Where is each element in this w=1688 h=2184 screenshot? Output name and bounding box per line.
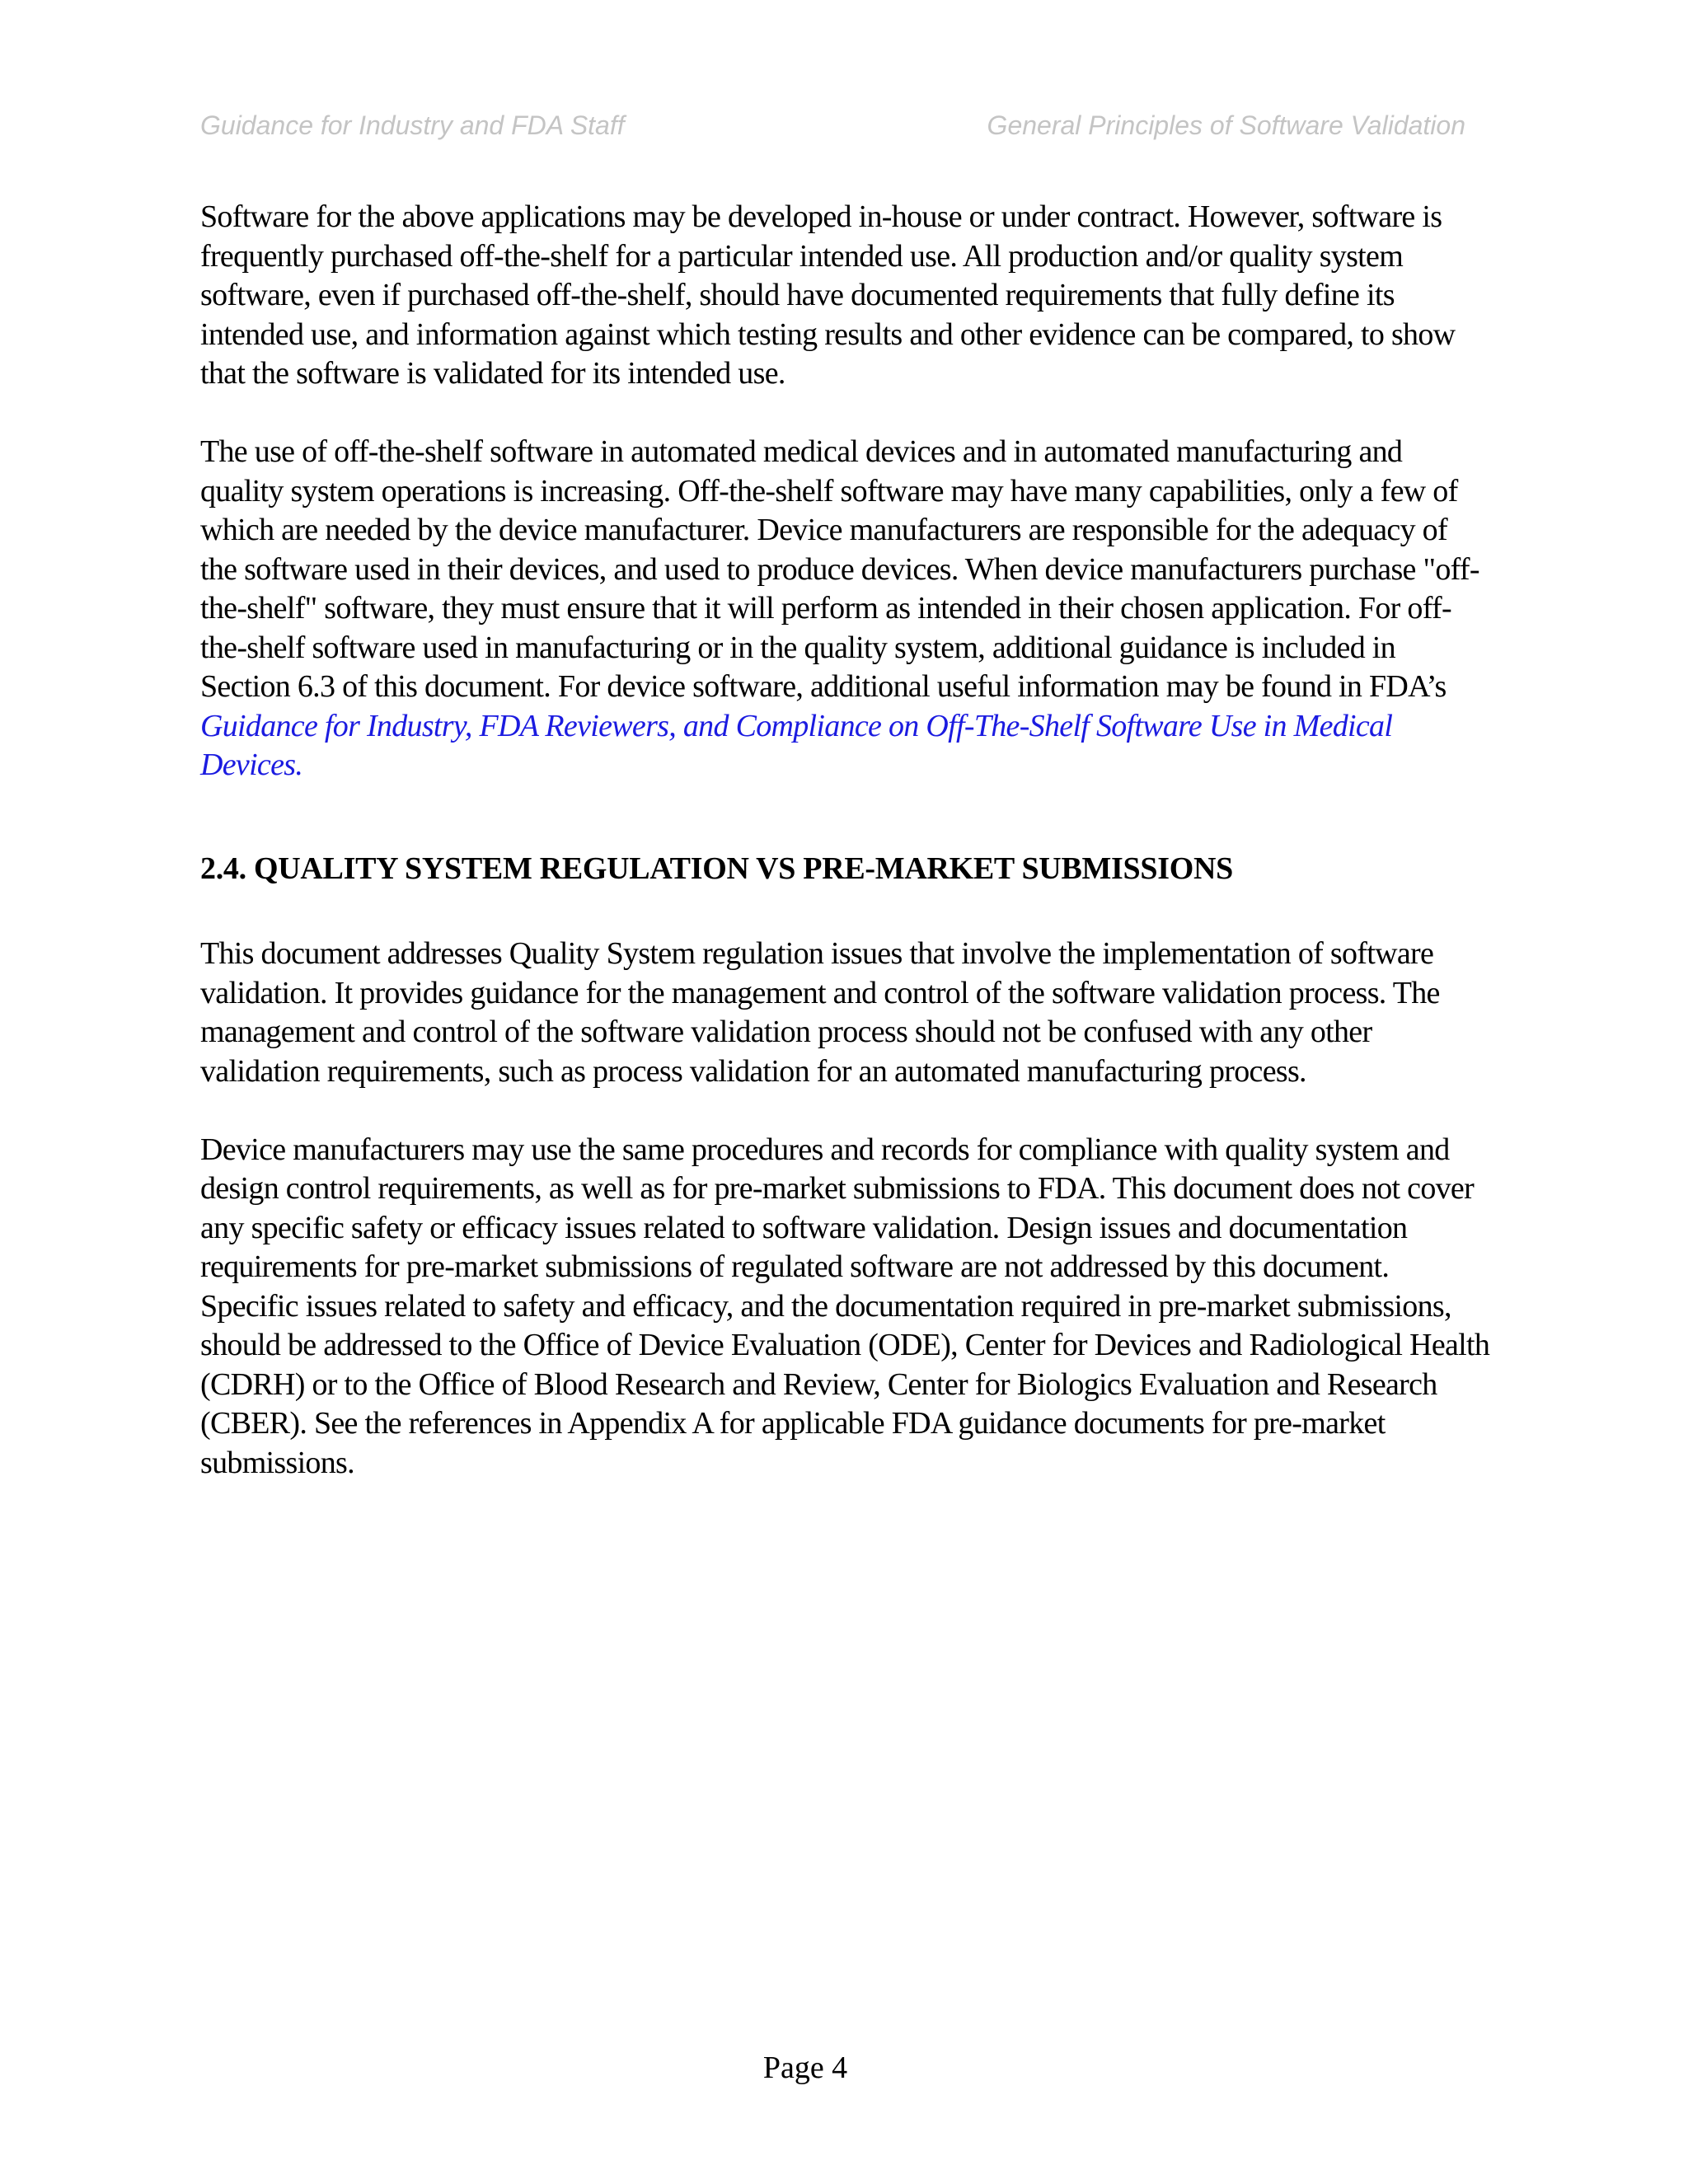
- document-body: [200, 198, 1490, 1483]
- section-heading-2-4: 2.4. QUALITY SYSTEM REGULATION VS PRE-MARKET SUBMISSIONS: [200, 851, 1233, 886]
- paragraph-pre-market-submissions: Device manufacturers may use the same procedures and records for compliance with quality system and design control requirements, as well as for pre-market submissions to FDA. This document does not cover any specific safety or efficacy issues related to software validation. Design issues and documentation requirements for pre-market submissions of regulated software are not addressed by this document. Specific issues related to safety and efficacy, and the documentation required in pre-market submissions, should be addressed to the Office of Device Evaluation (ODE), Center for Devices and Radiological Health (CDRH) or to the Office of Blood Research and Review, Center for Biologics Evaluation and Research (CBER). See the references in Appendix A for applicable FDA guidance documents for pre-market submissions.: [200, 1132, 1490, 1480]
- paragraph-software-purchase: Software for the above applications may be developed in-house or under contract. However, software is frequently purchased off-the-shelf for a particular intended use. All production and/or quality system software, even if purchased off-the-shelf, should have documented requirements that fully define its intended use, and information against which testing results and other evidence can be compared, to show that the software is validated for its intended use.: [200, 199, 1456, 391]
- header-document-title: General Principles of Software Validation: [987, 110, 1465, 140]
- paragraph-off-the-shelf-text: The use of off-the-shelf software in automated medical devices and in automated manufacturing and quality system operations is increasing. Off-the-shelf software may have many capabilities, only a few of which are needed by the device manufacturer. Device manufacturers are responsible for the adequacy of the software used in their devices, and used to produce devices. When device manufacturers purchase "off-the-shelf" software, they must ensure that it will perform as intended in their chosen application. For off-the-shelf software used in manufacturing or in the quality system, additional guidance is included in Section 6.3 of this document. For device software, additional useful information may be found in FDA’s: [200, 434, 1479, 704]
- ots-guidance-reference-link[interactable]: Guidance for Industry, FDA Reviewers, and Compliance on Off-The-Shelf Software Use in Medical Devices.: [200, 708, 1393, 782]
- page-header: [200, 110, 1465, 143]
- paragraph-quality-system-scope: This document addresses Quality System regulation issues that involve the implementation of software validation. It provides guidance for the management and control of the software validation process. The management and control of the software validation process should not be confused with any other validation requirements, such as process validation for an automated manufacturing process.: [200, 936, 1440, 1089]
- header-document-audience: Guidance for Industry and FDA Staff: [200, 110, 625, 140]
- page-number: Page 4: [762, 2050, 848, 2085]
- paragraph-off-the-shelf: [200, 433, 1490, 785]
